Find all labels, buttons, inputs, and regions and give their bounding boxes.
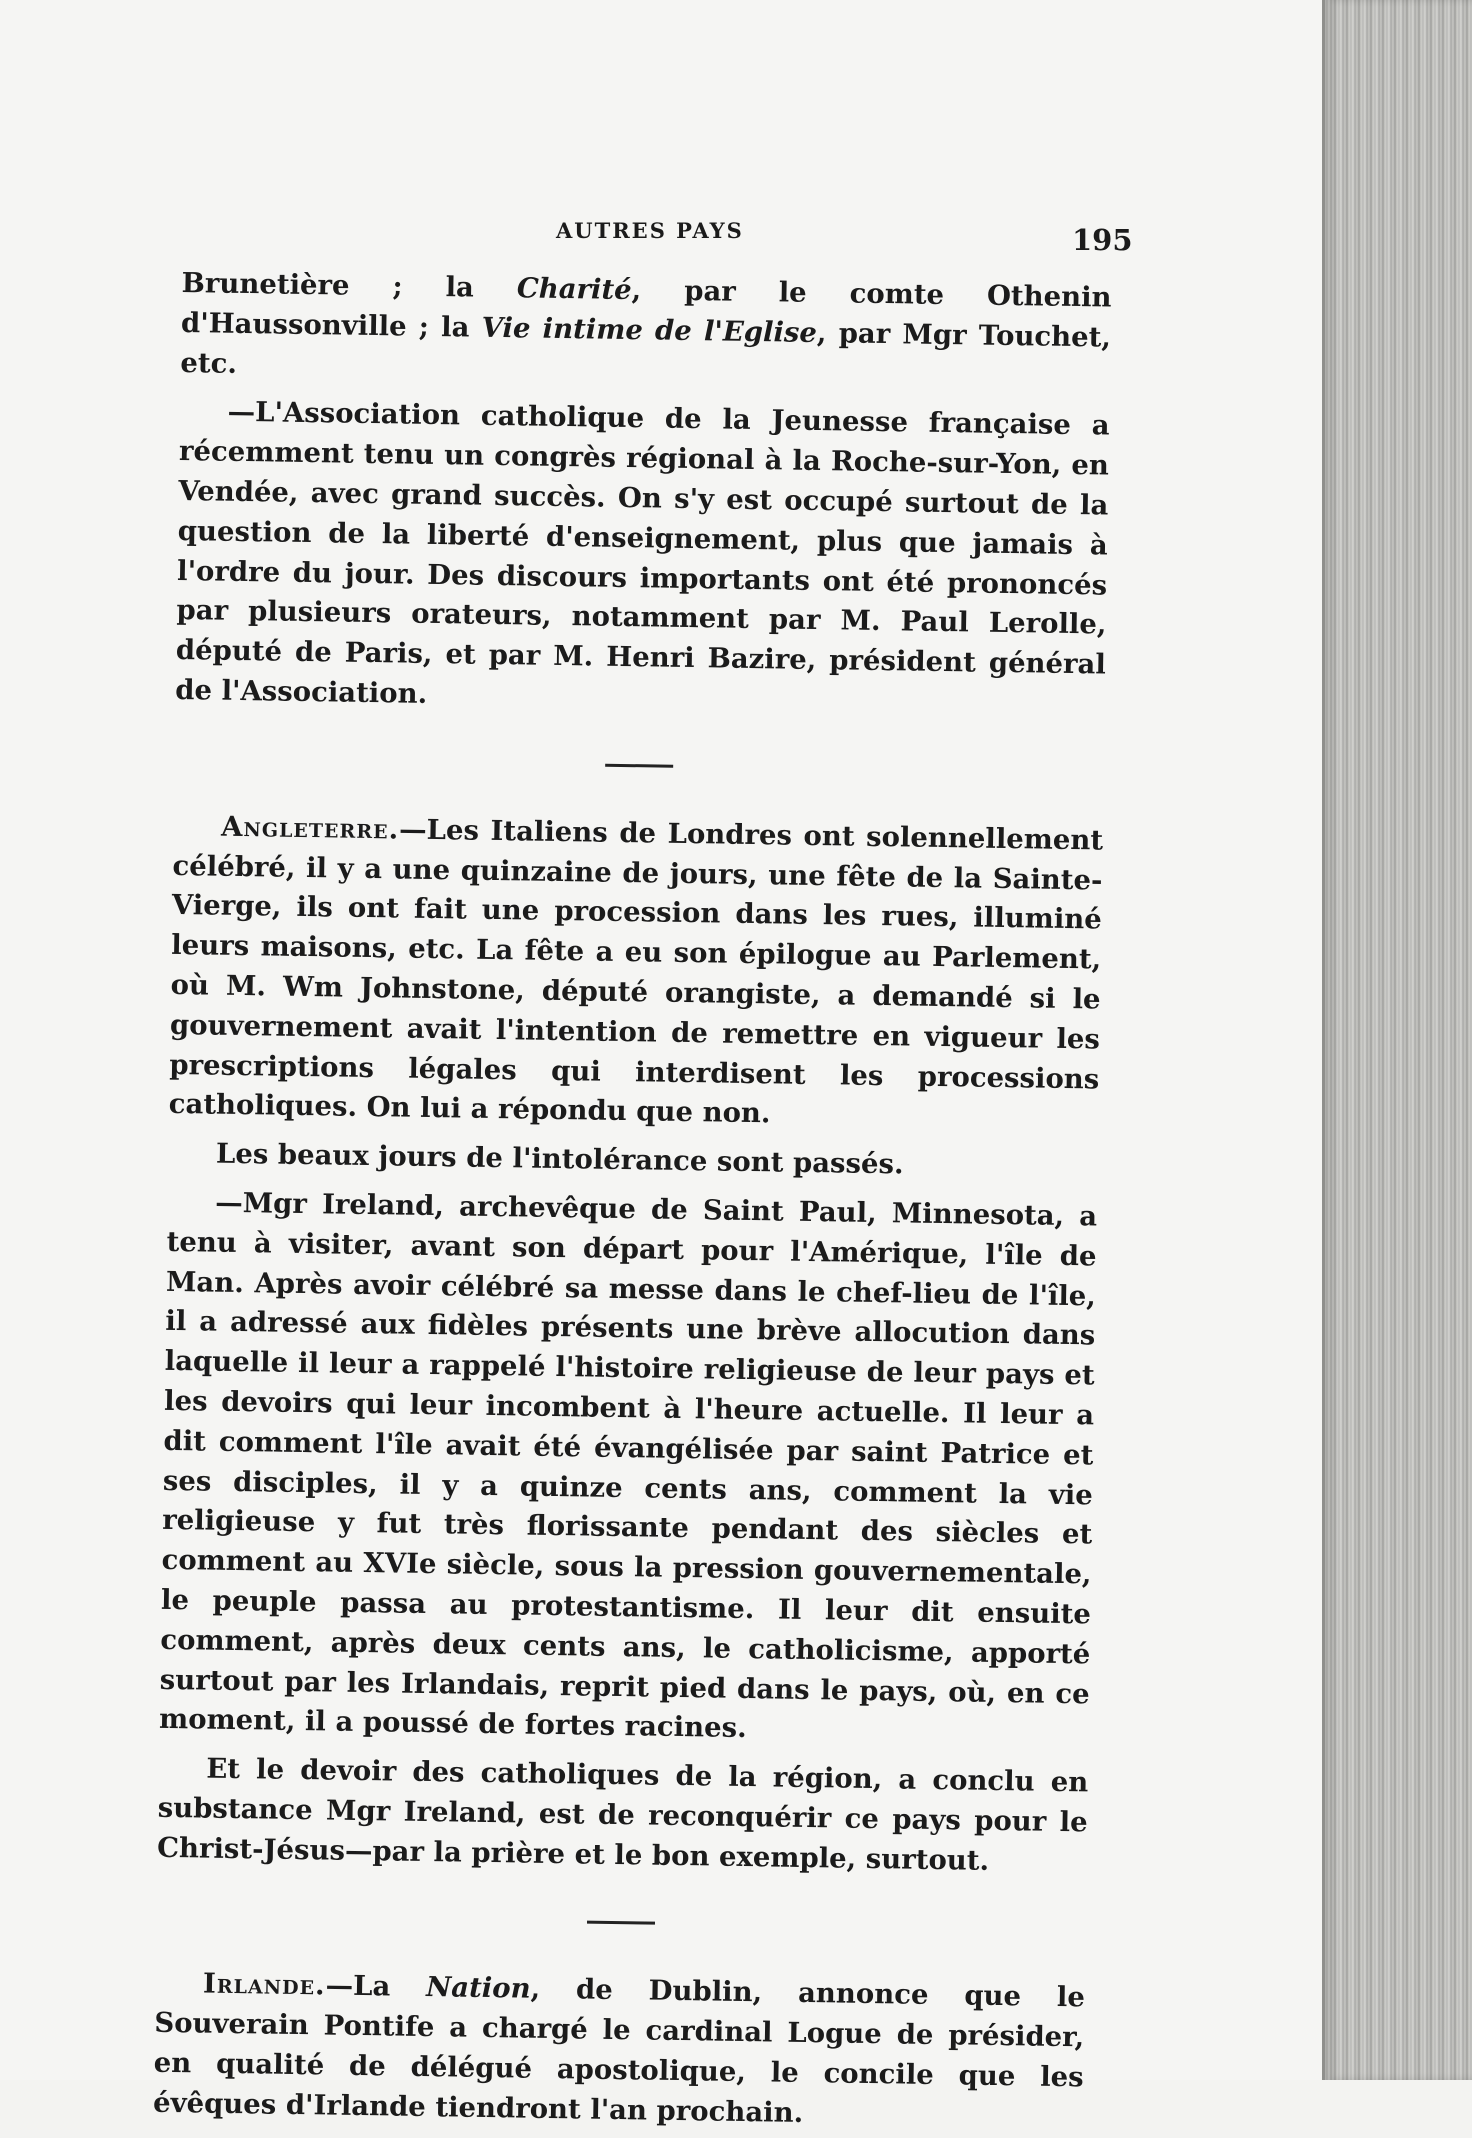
section-heading-irlande: Irlande. <box>202 1968 326 2002</box>
text-run: , par le comte Othenin d'Haussonville ; la <box>180 274 1112 344</box>
page-number: 195 <box>1072 223 1133 257</box>
paragraph-association: —L'Association catholique de la Jeunesse française a récemment tenu un congrès régional à la Roche-sur-Yon, en Vendée, avec grand succès. On s'y est occupé surtout de la question de la liberté d'enseignement, plus que jamais à l'ordre du jour. Des discours importants ont été prononcés par plusieurs orateurs, notamment par M. Paul Lerolle, député de Paris, et par M. Henri Bazire, président général de l'Association. <box>175 396 1110 710</box>
paragraph-devoir: Et le devoir des catholiques de la région, a conclu en substance Mgr Ireland, est de reconquérir ce pays pour le Christ-Jésus—par la prière et le bon exemple, surtout. <box>156 1752 1089 1877</box>
paragraph-irlande <box>153 1964 1085 2138</box>
page-header <box>0 218 1330 258</box>
running-head: AUTRES PAYS <box>556 218 744 243</box>
page-body <box>153 264 1112 2138</box>
text-run: , par Mgr Touchet, etc. <box>180 316 1112 380</box>
title-vie-intime: Vie intime de l'Eglise <box>481 311 818 349</box>
text-run: —Les Italiens de Londres ont solennellement célébré, il y a une quinzaine de jours, une fête de la Sainte-Vierge, ils ont fait une procession dans les rues, illuminé leurs maisons, etc. La fête a eu son épilogue au Parlement, où M. Wm Johnstone, député orangiste, a demandé si le gouvernement avait l'intention de remettre en vigueur les prescriptions légales qui interdisent les processions catholiques. On lui a répondu que non. <box>168 813 1104 1130</box>
section-divider <box>587 1921 655 1925</box>
paragraph-continuation <box>180 264 1112 398</box>
section-divider <box>605 763 673 767</box>
section-heading-angleterre: Angleterre. <box>220 810 400 846</box>
paragraph-ireland: —Mgr Ireland, archevêque de Saint Paul, Minnesota, a tenu à visiter, avant son départ pour l'Amérique, l'île de Man. Après avoir célébré sa messe dans le chef-lieu de l'île, il a adressé aux fidèles présents une brève allocution dans laquelle il leur a rappelé l'histoire religieuse de leur pays et les devoirs qui leur incombent à l'heure actuelle. Il leur a dit comment l'île avait été évangélisée par saint Patrice et ses disciples, il y a quinze cents ans, comment la vie religieuse y fut très florissante pendant des siècles et comment au XVIe siècle, sous la pression gouvernementale, le peuple passa au protestantisme. Il leur dit ensuite comment, après deux cents ans, le catholicisme, apporté surtout par les Irlandais, reprit pied dans le pays, où, en ce moment, il a poussé de fortes racines. <box>158 1186 1098 1745</box>
page-edges <box>1322 0 1472 2080</box>
paragraph-intolerance: Les beaux jours de l'intolérance sont passés. <box>215 1137 904 1181</box>
title-nation: Nation <box>425 1971 531 2006</box>
text-run: Brunetière ; la <box>181 266 518 305</box>
paragraph-angleterre <box>168 807 1103 1140</box>
text-run: , de Dublin, annonce que le Souverain Pontife a chargé le cardinal Logue de présider, en qualité de délégué apostolique, le concile que les évêques d'Irlande tiendront l'an prochain. <box>152 1973 1086 2129</box>
text-run: —La <box>325 1969 427 2004</box>
title-charite: Charité <box>516 272 632 307</box>
